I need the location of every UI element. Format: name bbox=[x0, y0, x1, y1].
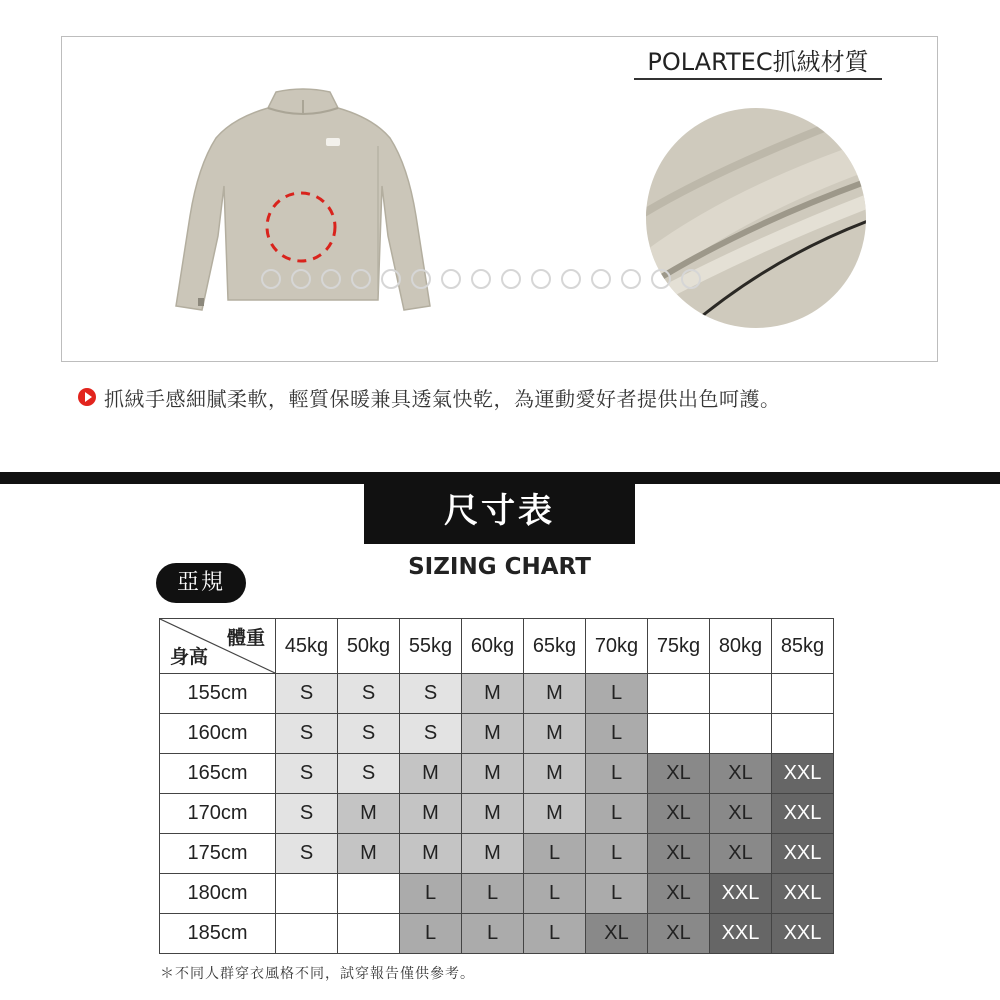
size-cell: XL bbox=[648, 874, 710, 914]
size-cell: XL bbox=[710, 754, 772, 794]
size-cell: S bbox=[338, 674, 400, 714]
size-cell: M bbox=[338, 794, 400, 834]
size-cell bbox=[276, 874, 338, 914]
size-cell: XL bbox=[648, 794, 710, 834]
sizing-subtitle: SIZING CHART bbox=[408, 554, 591, 580]
size-cell: S bbox=[400, 714, 462, 754]
weight-column-header: 65kg bbox=[524, 619, 586, 674]
size-cell: XL bbox=[648, 754, 710, 794]
weight-column-header: 80kg bbox=[710, 619, 772, 674]
size-cell: L bbox=[400, 874, 462, 914]
size-cell: S bbox=[338, 754, 400, 794]
size-cell bbox=[772, 674, 834, 714]
size-cell: M bbox=[524, 714, 586, 754]
size-cell: L bbox=[400, 914, 462, 954]
size-cell: M bbox=[524, 674, 586, 714]
size-cell bbox=[648, 714, 710, 754]
weight-column-header: 70kg bbox=[586, 619, 648, 674]
size-cell: L bbox=[586, 834, 648, 874]
weight-column-header: 60kg bbox=[462, 619, 524, 674]
region-badge: 亞規 bbox=[156, 563, 246, 603]
size-cell bbox=[710, 674, 772, 714]
watermark-logo-strip bbox=[258, 266, 708, 292]
size-cell: M bbox=[338, 834, 400, 874]
size-cell: XXL bbox=[772, 874, 834, 914]
size-cell: M bbox=[462, 794, 524, 834]
weight-column-header: 55kg bbox=[400, 619, 462, 674]
height-row-header: 185cm bbox=[160, 914, 276, 954]
size-cell: M bbox=[400, 754, 462, 794]
size-cell: S bbox=[276, 714, 338, 754]
size-cell: M bbox=[400, 794, 462, 834]
size-cell: L bbox=[586, 874, 648, 914]
feature-text: 抓絨手感細膩柔軟，輕質保暖兼具透氣快乾，為運動愛好者提供出色呵護。 bbox=[104, 386, 781, 411]
size-cell: L bbox=[462, 914, 524, 954]
size-cell: S bbox=[400, 674, 462, 714]
play-bullet-icon bbox=[78, 388, 96, 406]
table-corner-cell bbox=[160, 619, 276, 674]
height-row-header: 180cm bbox=[160, 874, 276, 914]
height-row-header: 155cm bbox=[160, 674, 276, 714]
weight-column-header: 75kg bbox=[648, 619, 710, 674]
size-cell: M bbox=[400, 834, 462, 874]
size-cell: XL bbox=[648, 834, 710, 874]
size-cell bbox=[772, 714, 834, 754]
size-cell: M bbox=[462, 714, 524, 754]
size-cell bbox=[338, 874, 400, 914]
size-cell: XL bbox=[710, 834, 772, 874]
weight-axis-label: 體重 bbox=[226, 627, 265, 649]
height-axis-label: 身高 bbox=[170, 646, 209, 668]
size-cell: M bbox=[524, 794, 586, 834]
size-cell: XXL bbox=[710, 914, 772, 954]
table-row bbox=[160, 674, 834, 714]
size-cell: XXL bbox=[710, 874, 772, 914]
size-cell: XXL bbox=[772, 754, 834, 794]
height-row-header: 165cm bbox=[160, 754, 276, 794]
size-cell: S bbox=[276, 674, 338, 714]
weight-column-header: 50kg bbox=[338, 619, 400, 674]
height-row-header: 175cm bbox=[160, 834, 276, 874]
size-cell: L bbox=[524, 914, 586, 954]
size-cell: XXL bbox=[772, 914, 834, 954]
size-cell: L bbox=[524, 834, 586, 874]
table-row bbox=[160, 714, 834, 754]
size-cell: XL bbox=[710, 794, 772, 834]
size-cell: L bbox=[586, 754, 648, 794]
table-row bbox=[160, 794, 834, 834]
weight-column-header: 45kg bbox=[276, 619, 338, 674]
size-cell: M bbox=[524, 754, 586, 794]
size-cell: S bbox=[276, 754, 338, 794]
size-cell bbox=[338, 914, 400, 954]
weight-column-header: 85kg bbox=[772, 619, 834, 674]
sizing-title: 尺寸表 bbox=[364, 478, 635, 544]
size-cell: L bbox=[586, 794, 648, 834]
size-cell: XL bbox=[648, 914, 710, 954]
footnote: ＊不同人群穿衣風格不同，試穿報告僅供參考。 bbox=[160, 966, 475, 982]
table-row bbox=[160, 874, 834, 914]
size-cell: M bbox=[462, 754, 524, 794]
size-cell bbox=[276, 914, 338, 954]
size-cell: L bbox=[524, 874, 586, 914]
size-cell: M bbox=[462, 674, 524, 714]
fleece-texture-closeup-image bbox=[646, 108, 866, 328]
table-header-row bbox=[160, 619, 834, 674]
size-cell: L bbox=[586, 674, 648, 714]
height-row-header: 170cm bbox=[160, 794, 276, 834]
size-cell: S bbox=[276, 794, 338, 834]
size-cell: L bbox=[462, 874, 524, 914]
table-row bbox=[160, 754, 834, 794]
size-cell: L bbox=[586, 714, 648, 754]
size-cell: XL bbox=[586, 914, 648, 954]
height-row-header: 160cm bbox=[160, 714, 276, 754]
feature-description bbox=[78, 382, 781, 412]
size-cell: S bbox=[276, 834, 338, 874]
size-cell: M bbox=[462, 834, 524, 874]
size-cell bbox=[648, 674, 710, 714]
size-cell bbox=[710, 714, 772, 754]
size-cell: XXL bbox=[772, 794, 834, 834]
size-cell: S bbox=[338, 714, 400, 754]
size-table bbox=[159, 618, 834, 954]
size-cell: XXL bbox=[772, 834, 834, 874]
table-row bbox=[160, 914, 834, 954]
material-label: POLARTEC抓絨材質 bbox=[634, 46, 882, 80]
table-row bbox=[160, 834, 834, 874]
